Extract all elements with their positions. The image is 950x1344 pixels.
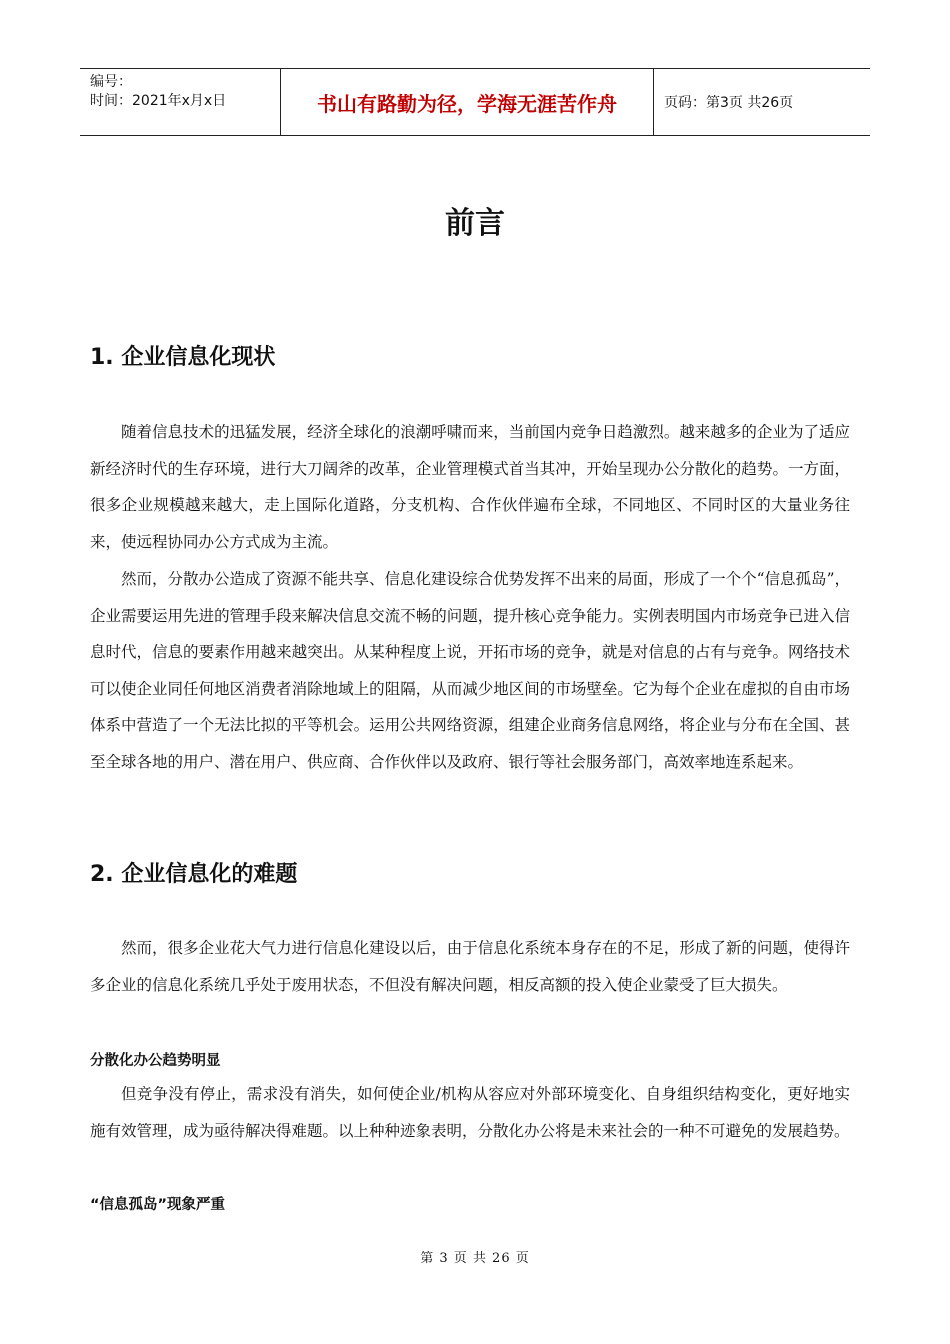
header-page-info: 页码：第3页 共26页 xyxy=(664,95,794,111)
paragraph-1: 随着信息技术的迅猛发展，经济全球化的浪潮呼啸而来，当前国内竞争日趋激烈。越来越多的企业为了适应新经济时代的生存环境，进行大刀阔斧的改革，企业管理模式首当其冲，开始呈现办公分散化的趋势。一方面，很多企业规模越来越大，走上国际化道路，分支机构、合作伙伴遍布全球，不同地区、不同时区的大量业务往来，使远程协同办公方式成为主流。 xyxy=(90,423,850,551)
page-title: 前言 xyxy=(445,206,505,241)
subheading-decentralization: 分散化办公趋势明显 xyxy=(90,1053,221,1069)
paragraph-4: 但竞争没有停止，需求没有消失，如何使企业/机构从容应对外部环境变化、自身组织结构变化，更好地实施有效管理，成为亟待解决得难题。以上种种迹象表明，分散化办公将是未来社会的一种不可避免的发展趋势。 xyxy=(90,1085,850,1140)
number-label: 编号： xyxy=(90,74,132,90)
header-meta-cell xyxy=(80,69,281,135)
paragraph-3: 然而，很多企业花大气力进行信息化建设以后，由于信息化系统本身存在的不足，形成了新的问题，使得许多企业的信息化系统几乎处于废用状态，不但没有解决问题，相反高额的投入使企业蒙受了巨大损失。 xyxy=(90,939,850,994)
section-heading-2: 2. 企业信息化的难题 xyxy=(90,862,298,887)
subheading-info-islands: “信息孤岛”现象严重 xyxy=(90,1197,226,1213)
paragraph-2: 然而，分散办公造成了资源不能共享、信息化建设综合优势发挥不出来的局面，形成了一个个“信息孤岛”，企业需要运用先进的管理手段来解决信息交流不畅的问题，提升核心竞争能力。实例表明国内市场竞争已进入信息时代，信息的要素作用越来越突出。从某种程度上说，开拓市场的竞争，就是对信息的占有与竞争。网络技术可以使企业同任何地区消费者消除地域上的阻隔，从而减少地区间的市场壁垒。它为每个企业在虚拟的自由市场体系中营造了一个无法比拟的平等机会。运用公共网络资源，组建企业商务信息网络，将企业与分布在全国、甚至全球各地的用户、潜在用户、供应商、合作伙伴以及政府、银行等社会服务部门，高效率地连系起来。 xyxy=(90,570,850,771)
page-footer: 第 3 页 共 26 页 xyxy=(420,1251,530,1266)
header-motto: 书山有路勤为径，学海无涯苦作舟 xyxy=(281,69,654,135)
time-label: 时间：2021年x月x日 xyxy=(90,93,227,109)
page-header-table xyxy=(80,68,870,136)
section-heading-1: 1. 企业信息化现状 xyxy=(90,345,276,370)
